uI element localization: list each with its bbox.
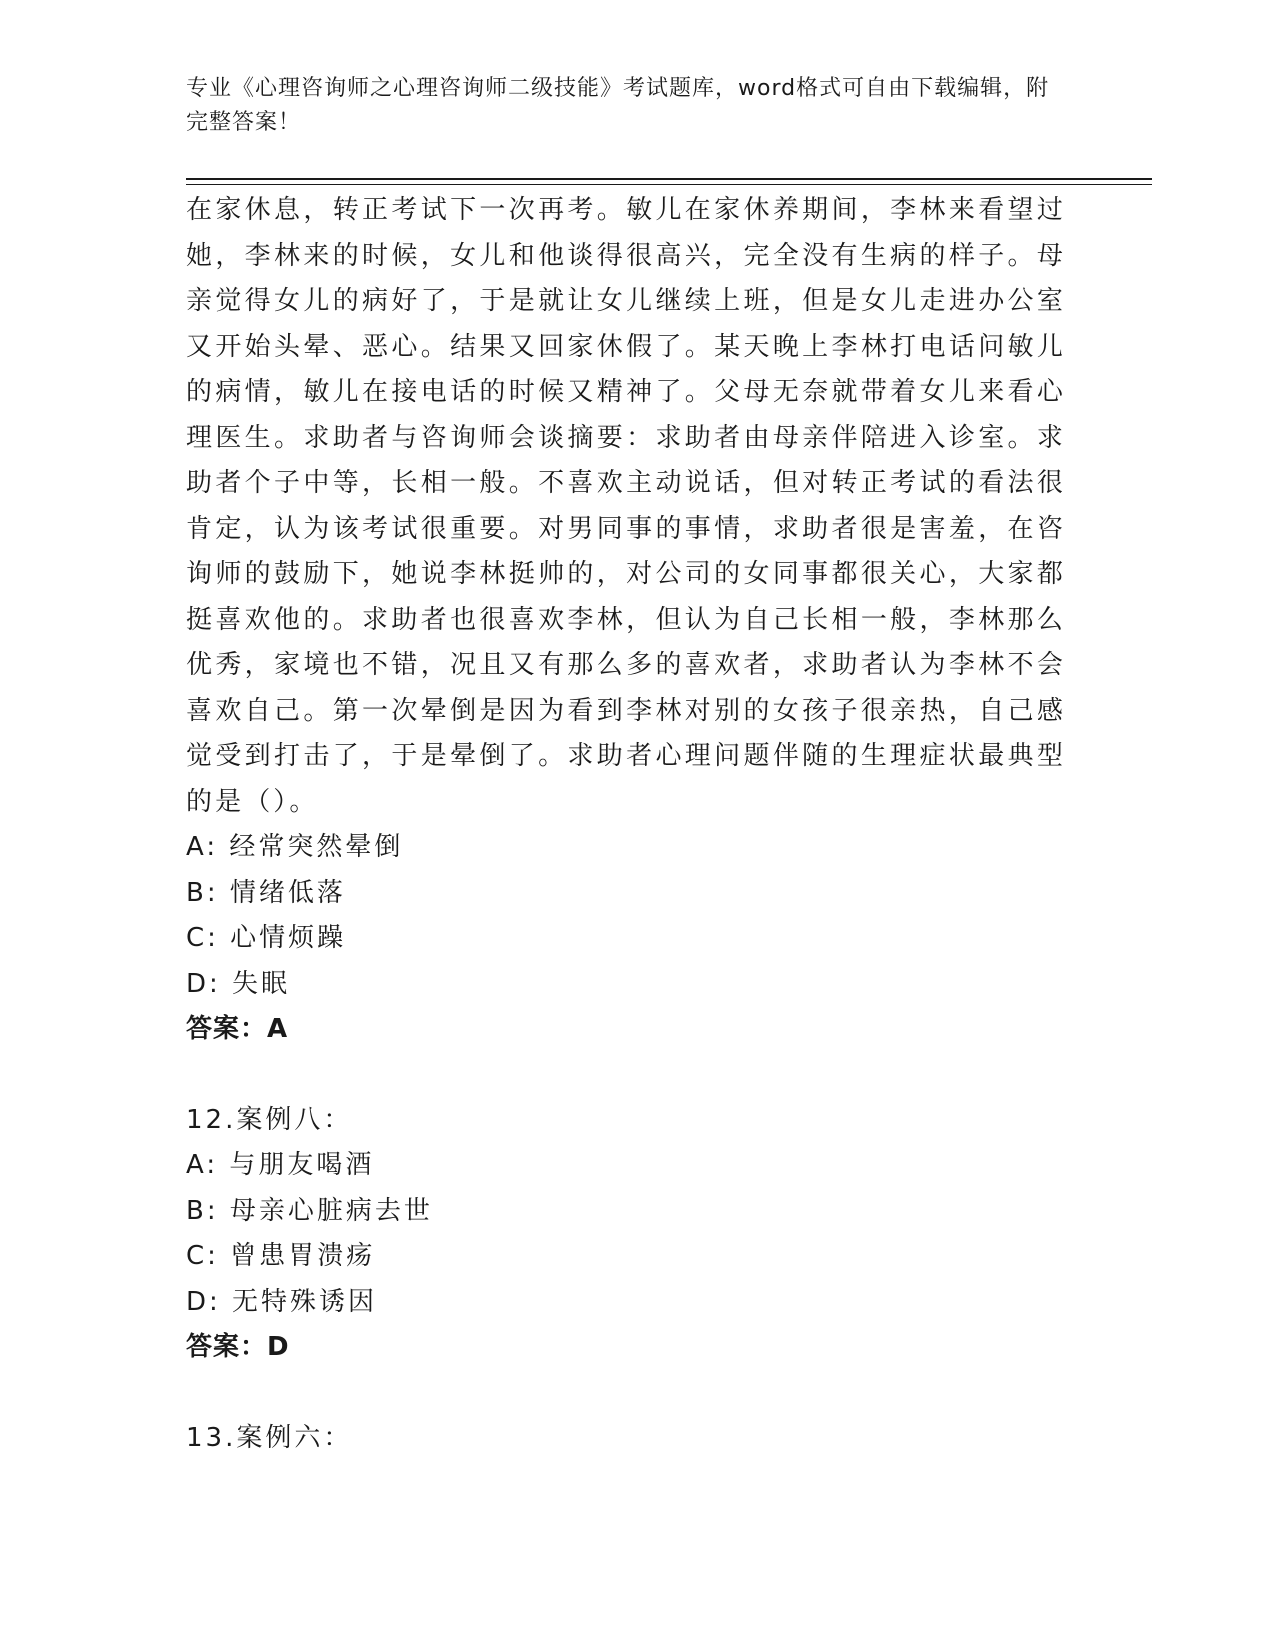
question-11-option-a: A: 经常突然晕倒 <box>186 832 404 862</box>
question-13 <box>186 1416 1066 1462</box>
header-divider-thick <box>186 178 1152 180</box>
document-header: 专业《心理咨询师之心理咨询师二级技能》考试题库，word格式可自由下载编辑，附完整答案！ <box>186 76 1050 135</box>
header-divider-thin <box>186 184 1152 185</box>
question-13-title: 13.案例六： <box>186 1422 353 1453</box>
question-12-option-a: A: 与朋友喝酒 <box>186 1150 375 1180</box>
question-11-passage: 在家休息，转正考试下一次再考。敏儿在家休养期间，李林来看望过她，李林来的时候，女儿和他谈得很高兴，完全没有生病的样子。母亲觉得女儿的病好了，于是就让女儿继续上班，但是女儿走进办公室又开始头晕、恶心。结果又回家休假了。某天晚上李林打电话问敏儿的病情，敏儿在接电话的时候又精神了。父母无奈就带着女儿来看心理医生。求助者与咨询师会谈摘要：求助者由母亲伴陪进入诊室。求助者个子中等，长相一般。不喜欢主动说话，但对转正考试的看法很肯定，认为该考试很重要。对男同事的事情，求助者很是害羞，在咨询师的鼓励下，她说李林挺帅的，对公司的女同事都很关心，大家都挺喜欢他的。求助者也很喜欢李林，但认为自己长相一般，李林那么优秀，家境也不错，况且又有那么多的喜欢者，求助者认为李林不会喜欢自己。第一次晕倒是因为看到李林对别的女孩子很亲热，自己感觉受到打击了，于是晕倒了。求助者心理问题伴随的生理症状最典型的是（）。 <box>186 195 1066 817</box>
question-11-option-c: C: 心情烦躁 <box>186 923 347 953</box>
question-12 <box>186 1098 1066 1371</box>
question-11-option-d: D: 失眠 <box>186 968 291 999</box>
question-11 <box>186 188 1066 1053</box>
document-body <box>186 188 1066 1461</box>
question-11-option-b: B: 情绪低落 <box>186 877 346 908</box>
spacer <box>186 1053 1066 1098</box>
question-12-option-b: B: 母亲心脏病去世 <box>186 1195 433 1226</box>
question-12-answer: 答案：D <box>186 1332 290 1362</box>
question-12-option-d: D: 无特殊诱因 <box>186 1286 378 1317</box>
spacer <box>186 1371 1066 1416</box>
question-11-answer: 答案：A <box>186 1014 289 1044</box>
question-12-option-c: C: 曾患胃溃疡 <box>186 1241 376 1271</box>
question-12-title: 12.案例八： <box>186 1104 353 1135</box>
